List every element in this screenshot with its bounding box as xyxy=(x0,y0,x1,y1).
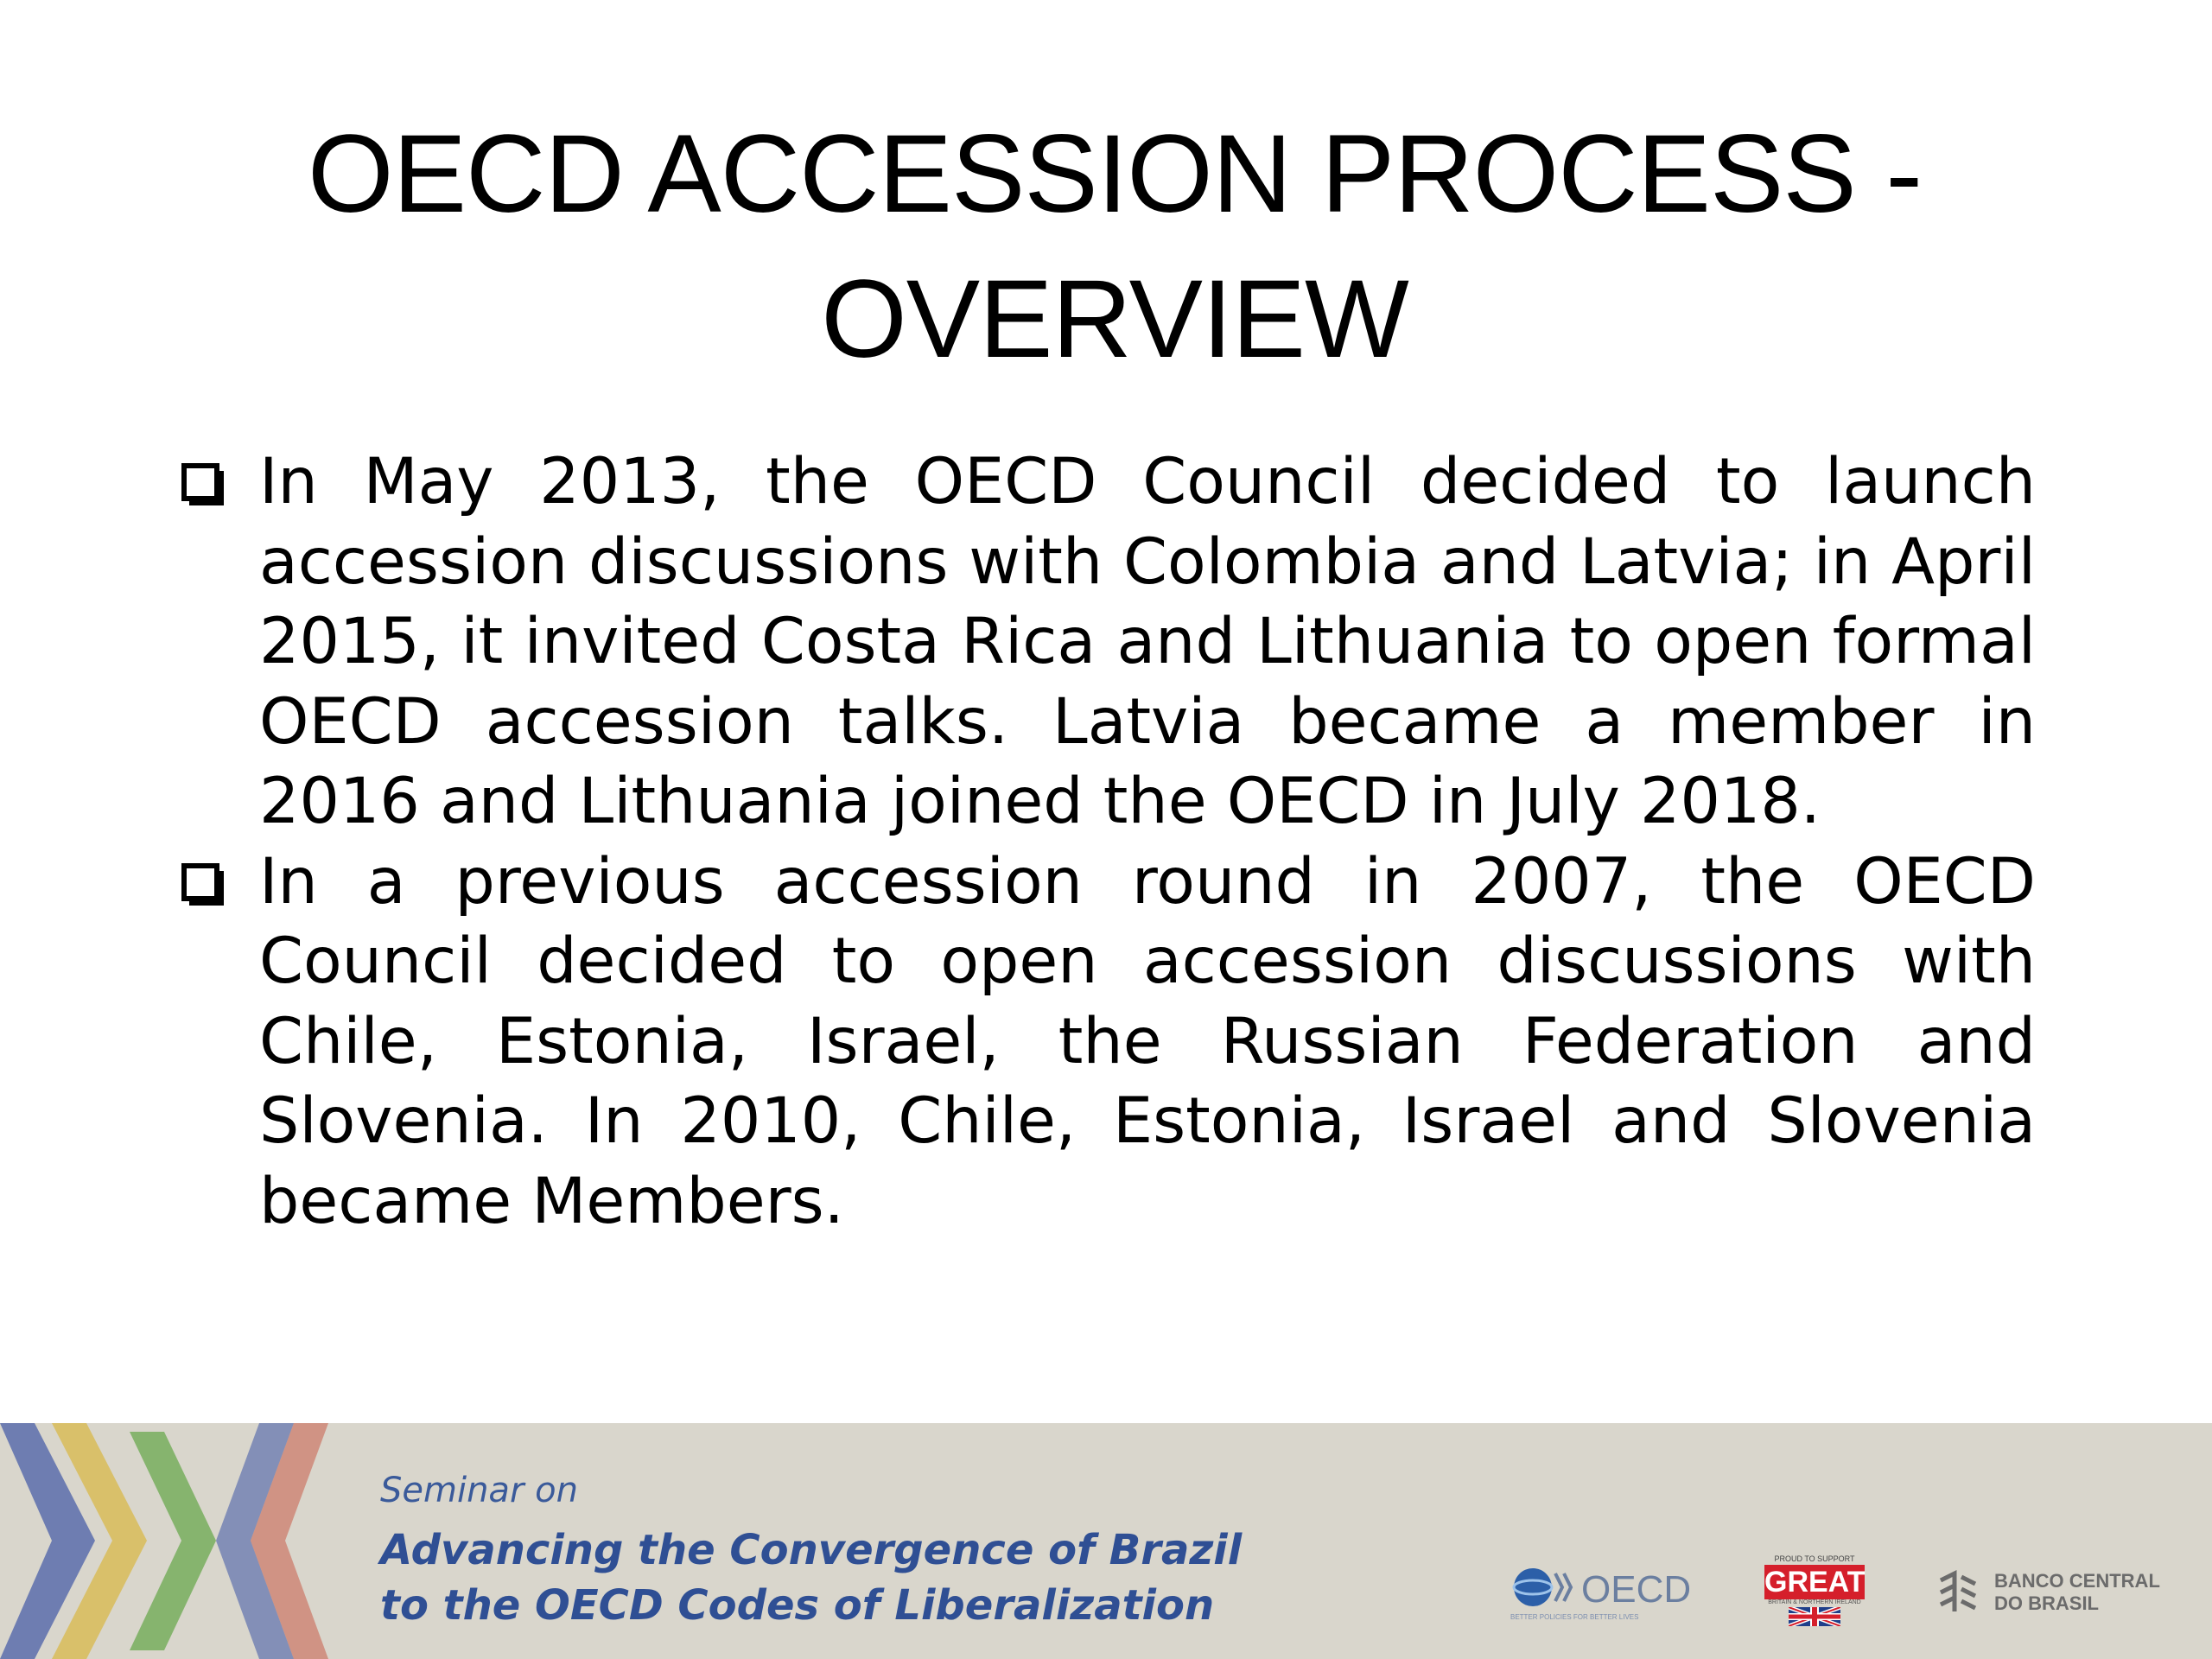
great-logo-word: GREAT xyxy=(1764,1566,1866,1599)
seminar-title-line-1: Advancing the Convergence of Brazil xyxy=(380,1526,1243,1574)
seminar-title-line-2: to the OECD Codes of Liberalization xyxy=(380,1581,1215,1630)
great-logo-sub: BRITAIN & NORTHERN IRELAND xyxy=(1768,1599,1861,1605)
oecd-globe-icon xyxy=(1510,1563,1580,1611)
oecd-logo-text: OECD xyxy=(1581,1568,1692,1611)
bullet-item xyxy=(180,842,2036,1243)
slide-title-line-2: OVERVIEW xyxy=(821,257,1408,381)
footer-band xyxy=(0,1423,2212,1659)
seminar-label: Seminar on xyxy=(380,1471,578,1510)
great-logo-top: PROUD TO SUPPORT xyxy=(1774,1554,1855,1563)
slide-body xyxy=(180,442,2036,1242)
banco-central-logo xyxy=(1936,1568,2160,1620)
seminar-title xyxy=(380,1522,1242,1633)
hollow-square-bullet-icon xyxy=(180,461,228,510)
oecd-logo-tagline: BETTER POLICIES FOR BETTER LIVES xyxy=(1510,1613,1639,1621)
banco-central-line-1: BANCO CENTRAL xyxy=(1994,1570,2160,1592)
ribbon-decoration-icon xyxy=(0,1423,363,1659)
slide-title-line-1: OECD ACCESSION PROCESS - xyxy=(308,112,1922,236)
oecd-logo xyxy=(1510,1563,1692,1624)
great-logo xyxy=(1763,1554,1866,1641)
banco-central-line-2: DO BRASIL xyxy=(1994,1592,2099,1614)
slide-title xyxy=(173,102,2056,392)
banco-central-text xyxy=(1994,1570,2160,1615)
union-jack-icon xyxy=(1789,1607,1840,1626)
bullet-text: In May 2013, the OECD Council decided to launch accession discussions with Colombia and Latvia; in April 2015, it invited Costa Rica and Lithuania to open formal OECD accession talks. Latvia became a member in 2016 and Lithuania joined the OECD in July 2018. xyxy=(259,445,2036,838)
banco-central-symbol-icon xyxy=(1936,1568,1987,1617)
hollow-square-bullet-icon xyxy=(180,861,228,910)
bullet-item xyxy=(180,442,2036,842)
bullet-text: In a previous accession round in 2007, the OECD Council decided to open accession discussions with Chile, Estonia, Israel, the Russian Federation and Slovenia. In 2010, Chile, Estonia, Israel and Slovenia became Members. xyxy=(259,844,2036,1238)
